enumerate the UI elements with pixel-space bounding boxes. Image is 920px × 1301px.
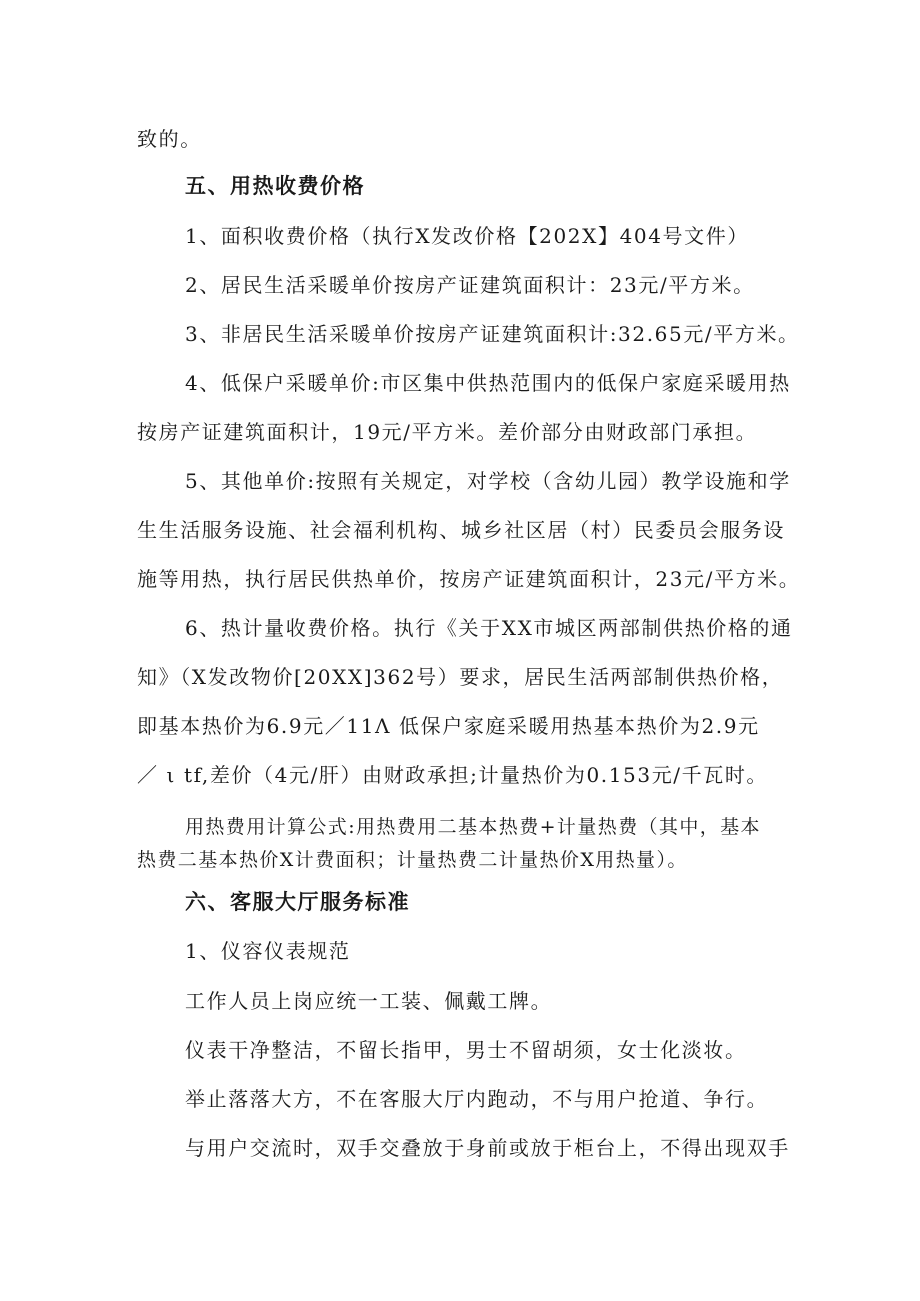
text-line: 施等用热，执行居民供热单价，按房产证建筑面积计，23元/平方米。 [137,567,801,591]
text-line: 工作人员上岗应统一工装、佩戴工牌。 [185,989,553,1013]
text-line: 生生活服务设施、社会福利机构、城乡社区居（村）民委员会服务设 [137,518,785,542]
section-heading-6: 六、客服大厅服务标准 [185,890,410,914]
text-line: 知》（X发改物价[20XX]362号）要求，居民生活两部制供热价格， [137,665,784,689]
text-line: 用热费用计算公式:用热费用二基本热费+计量热费（其中，基本 [185,816,761,838]
text-line: 1、仪容仪表规范 [185,939,351,963]
section-heading-5: 五、用热收费价格 [185,174,365,198]
text-line: 2、居民生活采暖单价按房产证建筑面积计：23元/平方米。 [185,273,755,297]
text-line: 5、其他单价:按照有关规定，对学校（含幼儿园）教学设施和学 [185,469,791,493]
text-line: 热费二基本热价X计费面积；计量热费二计量热价X用热量）。 [137,849,688,871]
text-line: 3、非居民生活采暖单价按房产证建筑面积计:32.65元/平方米。 [185,322,800,346]
text-line: 仪表干净整洁，不留长指甲，男士不留胡须，女士化淡妆。 [185,1038,747,1062]
text-line: 与用户交流时，双手交叠放于身前或放于柜台上，不得出现双手 [185,1136,790,1160]
text-line: 按房产证建筑面积计，19元/平方米。差价部分由财政部门承担。 [137,420,758,444]
text-line: 6、热计量收费价格。执行《关于XX市城区两部制供热价格的通 [185,616,793,640]
text-line: ／ ι tf,差价（4元/肝）由财政承担;计量热价为0.153元/千瓦时。 [137,763,769,787]
text-line: 即基本热价为6.9元／11Λ 低保户家庭采暖用热基本热价为2.9元 [137,714,760,738]
text-line: 致的。 [137,127,202,151]
text-line: 举止落落大方，不在客服大厅内跑动，不与用户抢道、争行。 [185,1087,769,1111]
text-line: 1、面积收费价格（执行X发改价格【202X】404号文件） [185,224,749,248]
text-line: 4、低保户采暖单价:市区集中供热范围内的低保户家庭采暖用热 [185,371,791,395]
